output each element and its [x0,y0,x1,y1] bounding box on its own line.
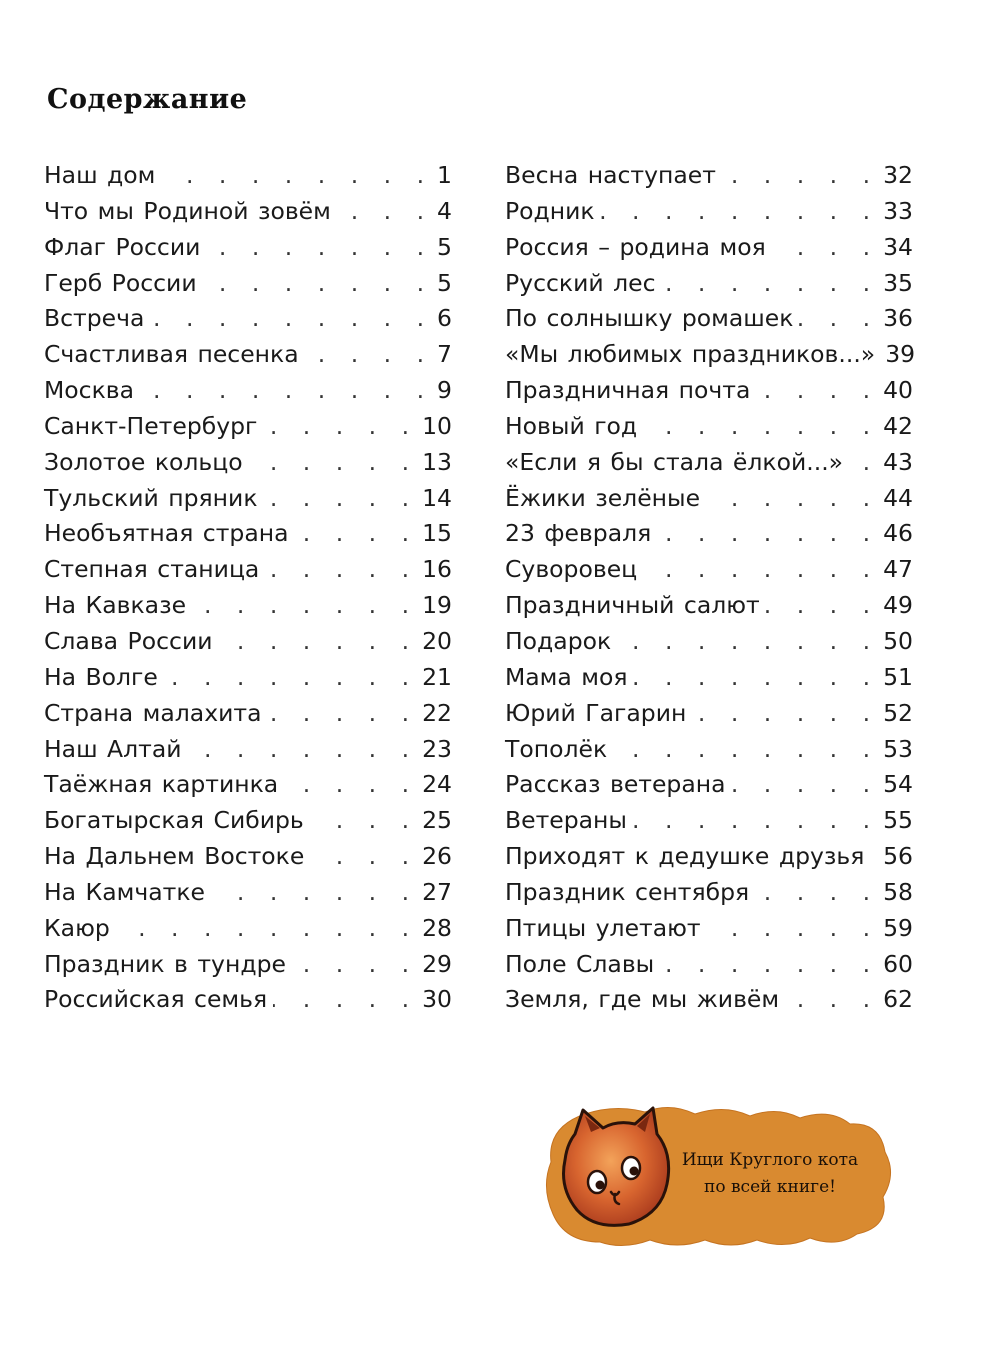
toc-entry-title: Санкт-Петербург [44,411,258,440]
toc-entry-title: Наш дом [44,161,156,189]
toc-right-column [505,158,916,1018]
toc-entry [505,732,913,768]
toc-entry [505,337,916,373]
toc-entry-page: 59 [883,913,913,942]
toc-entry [44,481,452,517]
toc-entry-page: 42 [883,411,913,440]
toc-entry-page: 34 [883,232,913,261]
toc-leader-dots [643,409,879,445]
toc-entry-title: Птицы улетают [505,913,701,942]
toc-leader-dots [707,911,879,947]
toc-leader-dots [660,947,879,983]
toc-entry-page: 15 [422,519,452,548]
toc-entry-title: Русский лес [505,268,656,297]
toc-entry-title: Наш Алтай [44,734,182,763]
toc-leader-dots [662,266,880,302]
toc-leader-dots [755,875,879,911]
toc-leader-dots [161,158,433,194]
toc-entry-page: 54 [883,770,913,799]
toc-entry [44,516,452,552]
toc-entry-page: 35 [883,268,913,297]
badge-line-1: Ищи Круглого кота [681,1150,859,1170]
toc-left-column [44,158,452,1018]
toc-entry-page: 19 [422,591,452,620]
toc-entry-page: 49 [883,591,913,620]
toc-entry [505,266,913,302]
toc-entry [44,803,452,839]
toc-entry-page: 47 [883,555,913,584]
toc-entry [44,660,452,696]
toc-entry-title: Ветераны [505,806,627,835]
toc-entry-page: 9 [437,376,452,405]
toc-leader-dots [192,588,418,624]
toc-entry-page: 21 [422,662,452,691]
toc-leader-dots [310,839,418,875]
toc-entry-title: Рассказ ветерана [505,770,726,799]
toc-entry-page: 22 [422,698,452,727]
toc-entry-title: Праздник в тундре [44,949,286,978]
toc-leader-dots [643,552,879,588]
toc-leader-dots [206,230,433,266]
toc-leader-dots [292,947,418,983]
toc-entry [505,696,913,732]
toc-entry [505,624,913,660]
cat-icon [564,1108,669,1225]
toc-leader-dots [633,803,879,839]
toc-entry-page: 58 [883,877,913,906]
toc-entry-page: 50 [883,626,913,655]
toc-entry-page: 36 [883,304,913,333]
toc-entry-title: Встреча [44,304,145,333]
toc-entry [44,266,452,302]
toc-entry-title: На Камчатке [44,877,205,906]
toc-entry-page: 51 [883,662,913,691]
toc-entry-page: 20 [422,626,452,655]
toc-entry-page: 55 [883,806,913,835]
toc-entry-title: Приходят к дедушке друзья [505,842,865,871]
toc-entry-page: 27 [422,877,452,906]
toc-leader-dots [772,230,879,266]
toc-entry [44,875,452,911]
toc-leader-dots [273,982,418,1018]
toc-entry-page: 40 [883,376,913,405]
toc-entry-title: «Если я бы стала ёлкой...» [505,447,844,476]
toc-entry-title: Весна наступает [505,161,716,189]
toc-entry-page: 32 [883,161,913,189]
toc-leader-dots [722,158,879,194]
toc-leader-dots [601,194,879,230]
toc-entry-page: 14 [422,483,452,512]
toc-entry-page: 10 [422,411,452,440]
toc-entry-title: Счастливая песенка [44,340,299,369]
toc-leader-dots [657,516,879,552]
toc-leader-dots [116,911,418,947]
toc-entry-title: Земля, где мы живём [505,985,780,1014]
toc-entry-title: Тульский пряник [44,483,258,512]
toc-entry-page: 56 [883,842,913,871]
toc-leader-dots [756,373,879,409]
toc-entry-title: Герб России [44,268,197,297]
toc-entry-page: 52 [883,698,913,727]
toc-entry [505,875,913,911]
toc-entry-page: 29 [422,949,452,978]
toc-entry [505,373,913,409]
toc-leader-dots [849,445,879,481]
toc-entry-page: 4 [437,196,452,225]
toc-entry [505,516,913,552]
toc-entry-title: «Мы любимых праздников...» [505,340,876,369]
toc-entry-title: Ёжики зелёные [505,483,701,512]
toc-entry-title: Подарок [505,626,612,655]
toc-leader-dots [799,301,879,337]
toc-leader-dots [263,409,418,445]
toc-leader-dots [219,624,419,660]
toc-entry [44,337,452,373]
toc-entry-page: 62 [883,985,913,1014]
round-cat-badge [545,1102,895,1250]
toc-entry-title: Что мы Родиной зовём [44,196,331,225]
toc-entry-title: 23 февраля [505,519,652,548]
toc-entry-title: Флаг России [44,232,201,261]
toc-entry-title: Россия – родина моя [505,232,766,261]
toc-leader-dots [284,767,418,803]
toc-leader-dots [706,481,879,517]
toc-entry-title: Страна малахита [44,698,262,727]
toc-leader-dots [203,266,433,302]
toc-entry [44,732,452,768]
toc-entry [505,588,913,624]
toc-entry-title: На Кавказе [44,591,187,620]
toc-leader-dots [295,516,419,552]
toc-entry-title: По солнышку ромашек [505,304,794,333]
toc-entry [505,803,913,839]
toc-entry [44,982,452,1018]
toc-entry-page: 16 [422,555,452,584]
toc-entry [44,373,452,409]
toc-entry-page: 43 [883,447,913,476]
toc-entry-title: Золотое кольцо [44,447,243,476]
toc-entry-page: 5 [437,232,452,261]
toc-leader-dots [634,660,880,696]
toc-entry-title: Степная станица [44,555,260,584]
toc-entry-title: Тополёк [505,734,608,763]
toc-leader-dots [870,839,879,875]
toc-entry [505,660,913,696]
toc-entry [505,194,913,230]
toc-leader-dots [188,732,419,768]
toc-entry-title: Москва [44,376,135,405]
toc-entry [44,230,452,266]
toc-entry-title: Мама моя [505,662,628,691]
toc-entry-title: Суворовец [505,555,638,584]
toc-entry [505,230,913,266]
toc-entry-page: 39 [885,340,916,369]
toc-leader-dots [267,696,418,732]
toc-entry [44,194,452,230]
toc-leader-dots [305,337,433,373]
toc-entry-page: 30 [422,985,452,1014]
toc-leader-dots [211,875,418,911]
toc-entry [44,696,452,732]
toc-entry [44,767,452,803]
toc-entry [505,409,913,445]
toc-entry [505,839,913,875]
toc-entry-title: Богатырская Сибирь [44,806,304,835]
toc-entry [505,982,913,1018]
toc-entry-page: 5 [437,268,452,297]
toc-entry-title: Праздничный салют [505,591,760,620]
toc-entry-title: Родник [505,196,595,225]
toc-entry [505,767,913,803]
toc-entry [505,445,913,481]
toc-entry-page: 60 [883,949,913,978]
toc-entry-title: Праздничная почта [505,376,751,405]
toc-entry [44,588,452,624]
toc-entry [505,301,913,337]
toc-entry-page: 25 [422,806,452,835]
toc-leader-dots [613,732,879,768]
toc-entry-title: Слава России [44,626,213,655]
toc-entry [44,624,452,660]
toc-leader-dots [766,588,879,624]
toc-entry-page: 53 [883,734,913,763]
toc-entry-title: Российская семья [44,985,268,1014]
toc-entry-page: 7 [437,340,452,369]
toc-entry-page: 46 [883,519,913,548]
toc-entry-page: 23 [422,734,452,763]
toc-leader-dots [140,373,433,409]
toc-entry [44,301,452,337]
toc-entry [505,552,913,588]
toc-entry-title: Каюр [44,913,110,942]
toc-entry [505,481,913,517]
page-title: Содержание [47,84,248,115]
toc-entry [44,409,452,445]
toc-leader-dots [310,803,418,839]
toc-entry-page: 6 [437,304,452,333]
toc-entry-title: Поле Славы [505,949,655,978]
toc-leader-dots [617,624,879,660]
toc-entry-title: На Дальнем Востоке [44,842,305,871]
toc-leader-dots [164,660,418,696]
toc-entry-page: 33 [883,196,913,225]
badge-text [675,1147,865,1201]
toc-entry-title: Новый год [505,411,638,440]
toc-entry [44,911,452,947]
toc-leader-dots [732,767,880,803]
toc-entry-page: 24 [422,770,452,799]
toc-leader-dots [785,982,879,1018]
toc-entry [44,158,452,194]
toc-entry [44,445,452,481]
toc-entry-title: Юрий Гагарин [505,698,687,727]
toc-leader-dots [265,552,418,588]
toc-entry-page: 44 [883,483,913,512]
toc-entry [44,947,452,983]
toc-entry [505,947,913,983]
toc-entry-page: 26 [422,842,452,871]
toc-entry-title: На Волге [44,662,158,691]
toc-entry-title: Необъятная страна [44,519,289,548]
toc-entry [505,158,913,194]
toc-leader-dots [692,696,879,732]
toc-leader-dots [337,194,433,230]
toc-entry-title: Праздник сентября [505,877,750,906]
toc-leader-dots [150,301,433,337]
toc-entry [505,911,913,947]
toc-entry [44,839,452,875]
badge-line-2: по всей книге! [704,1177,836,1197]
toc-leader-dots [264,481,419,517]
toc-entry-page: 28 [422,913,452,942]
toc-entry-page: 1 [437,161,452,189]
toc-leader-dots [249,445,418,481]
toc-entry-title: Таёжная картинка [44,770,279,799]
toc-entry [44,552,452,588]
toc-entry-page: 13 [422,447,452,476]
